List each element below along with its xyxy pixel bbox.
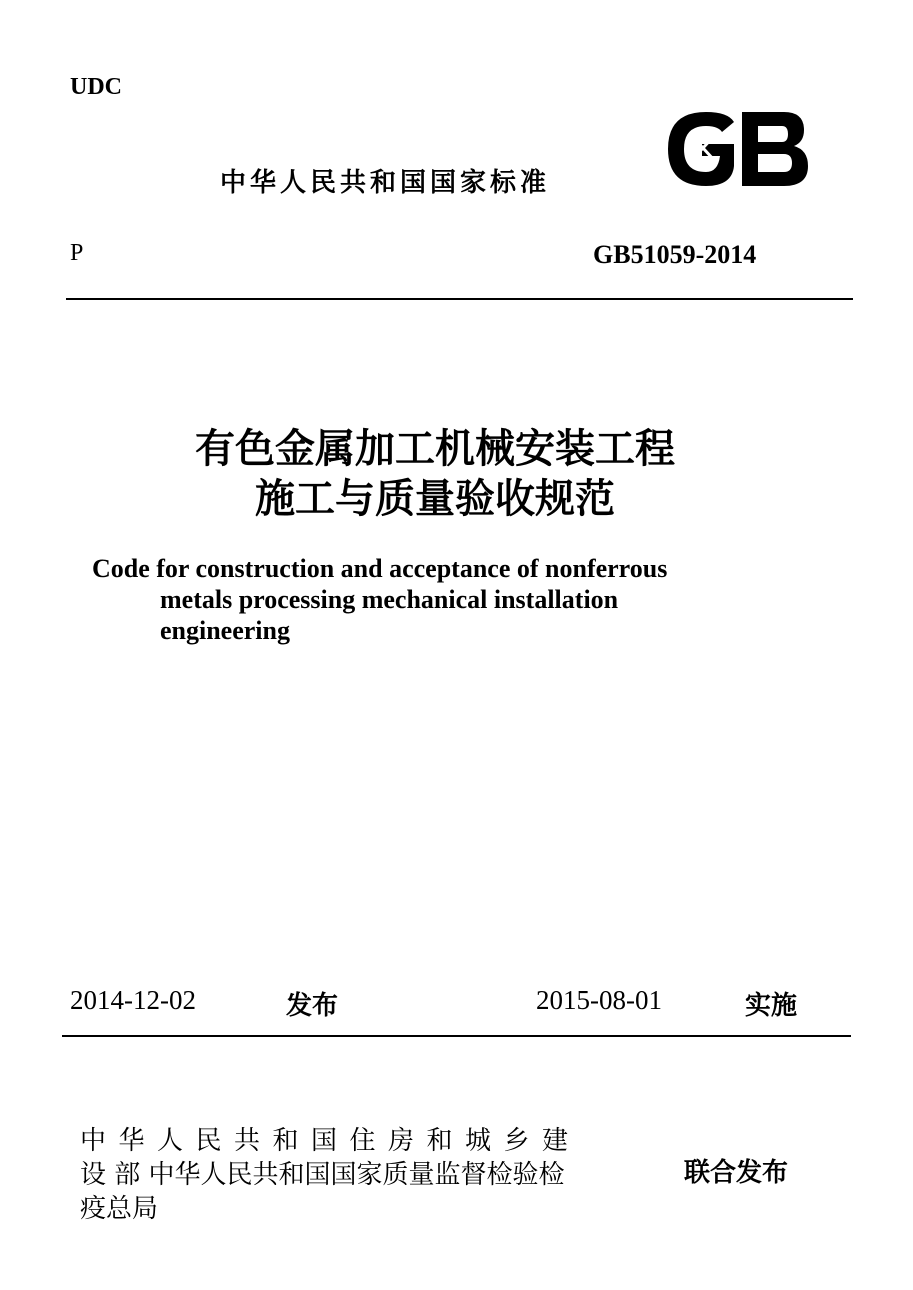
standard-number: GB51059-2014: [593, 240, 757, 269]
issuer-line2: 设 部 中华人民共和国国家质量监督检验检: [80, 1160, 565, 1190]
title-en-line1: Code for construction and acceptance of nonferrous: [92, 554, 668, 583]
issue-date: 2014-12-02: [70, 985, 196, 1015]
footer-divider: [62, 1035, 851, 1037]
title-zh-line1: 有色金属加工机械安装工程: [195, 425, 675, 472]
gb-logo: [662, 108, 810, 190]
issue-label: 发布: [286, 991, 339, 1021]
issuer-line1: 中华人民共和国住房和城乡建: [80, 1126, 581, 1156]
title-zh-line2: 施工与质量验收规范: [255, 475, 615, 522]
udc-label: UDC: [70, 74, 122, 100]
issuing-authorities: [80, 1124, 660, 1226]
national-standard-heading: 中华人民共和国国家标准: [220, 168, 551, 198]
joint-issue-label: 联合发布: [684, 1158, 789, 1188]
header-divider: [66, 298, 853, 300]
classification-code: P: [70, 240, 84, 266]
effective-label: 实施: [745, 991, 798, 1021]
title-en-line2: metals processing mechanical installation: [160, 585, 619, 614]
title-en-line3: engineering: [160, 616, 290, 645]
issuer-line3: 疫总局: [80, 1194, 159, 1224]
gb-logo-b: [742, 112, 808, 186]
effective-date: 2015-08-01: [536, 985, 662, 1015]
